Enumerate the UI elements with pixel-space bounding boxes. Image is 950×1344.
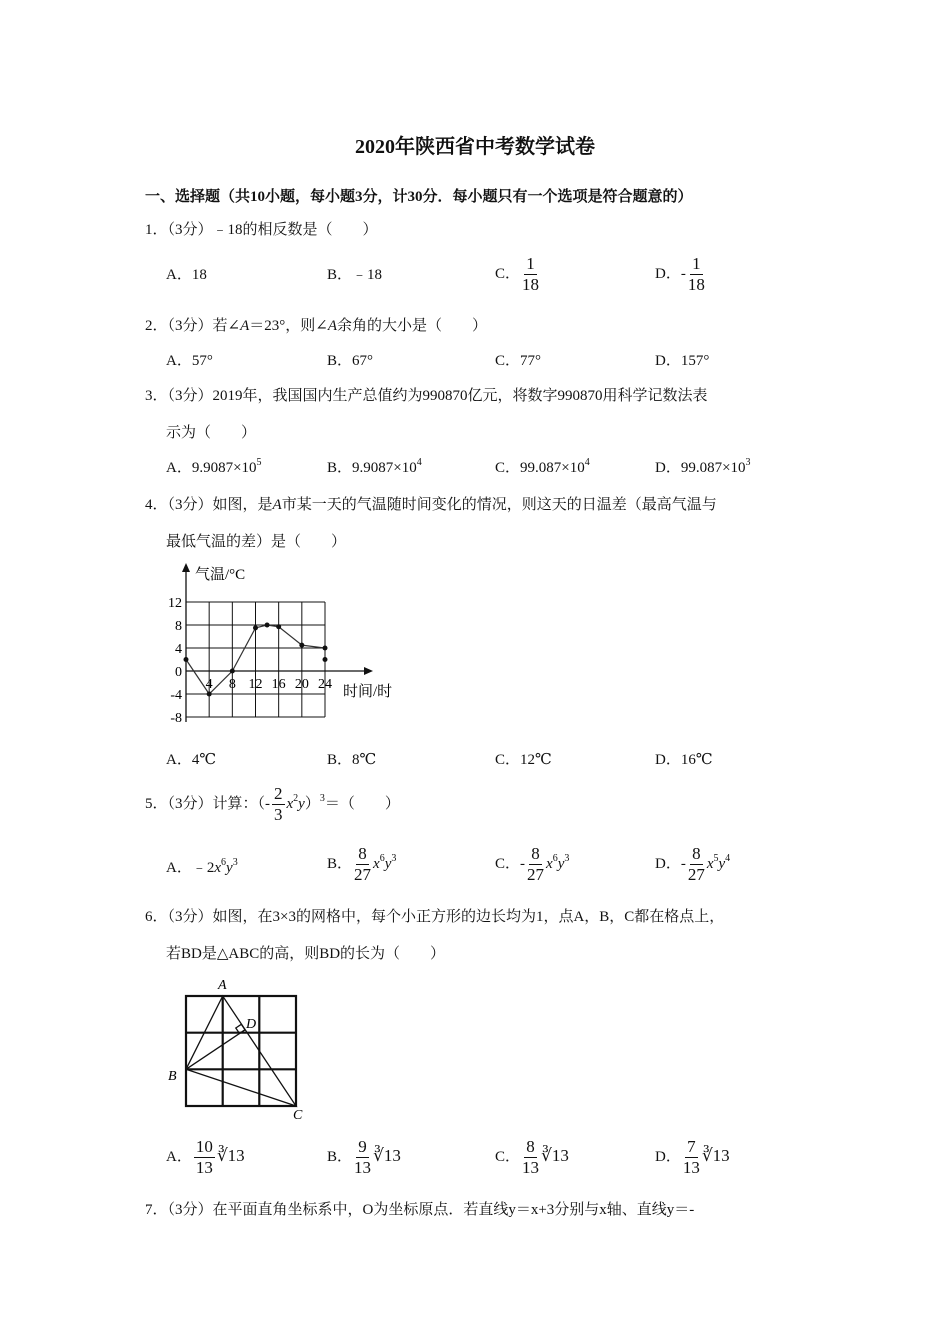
radical: ∛13 xyxy=(541,1145,569,1165)
text: B．9.9087×10 xyxy=(327,460,417,476)
y-tick-label: -8 xyxy=(170,711,182,726)
y-axis-arrow xyxy=(182,563,190,572)
denominator: 13 xyxy=(195,1158,213,1177)
denominator: 27 xyxy=(527,865,545,884)
q1-stem: 1．（3分）﹣18的相反数是（ ） xyxy=(145,222,378,238)
text: C．- xyxy=(495,855,526,872)
option-letter: D． xyxy=(655,1148,681,1165)
q4-option-d: D．16℃ xyxy=(655,752,713,768)
numerator: 8 xyxy=(526,1137,535,1156)
exponent: 6 xyxy=(379,852,385,864)
x-tick-label: 8 xyxy=(228,677,236,692)
q4-option-a: A．4℃ xyxy=(166,752,217,768)
triangle-abc xyxy=(186,996,296,1106)
q6-option-c xyxy=(495,1137,569,1178)
var: x xyxy=(546,855,553,872)
q2-option-a: A．57° xyxy=(166,353,213,369)
data-point xyxy=(184,657,189,662)
q4-option-c: C．12℃ xyxy=(495,752,552,768)
fraction xyxy=(354,1137,371,1178)
q4-stem-line2: 最低气温的差）是（ ） xyxy=(166,534,347,550)
q6-option-b xyxy=(327,1137,401,1178)
x-tick-label: 16 xyxy=(271,677,286,692)
numerator: 8 xyxy=(358,844,367,863)
y-tick-label: 0 xyxy=(175,665,182,680)
data-point xyxy=(253,625,258,630)
data-point xyxy=(323,646,328,651)
fraction xyxy=(194,1137,215,1178)
text: ＝23°，则∠ xyxy=(249,318,328,334)
y-tick-label: 4 xyxy=(175,642,182,657)
q2-option-b: B．67° xyxy=(327,353,374,369)
numerator: 9 xyxy=(358,1137,367,1156)
q2-option-d: D．157° xyxy=(655,353,710,369)
x-tick-label: 20 xyxy=(294,677,309,692)
label-d: D xyxy=(246,1017,257,1032)
option-letter: B． xyxy=(327,1148,353,1165)
triangle-grid-figure xyxy=(160,972,320,1122)
text: B． xyxy=(327,855,353,872)
var: y xyxy=(718,855,726,872)
y-tick-label: 12 xyxy=(168,596,182,611)
text: 2．（3分）若∠ xyxy=(145,318,241,334)
q3-stem-line2: 示为（ ） xyxy=(166,425,257,441)
data-point xyxy=(299,643,304,648)
text: ＝（ ） xyxy=(324,795,400,812)
exponent: 3 xyxy=(564,852,570,864)
var: y xyxy=(298,795,305,812)
var: x xyxy=(373,855,380,872)
q1-option-a: A．18 xyxy=(166,267,207,283)
text: 5．（3分）计算：（- xyxy=(145,795,270,812)
var: x xyxy=(286,795,294,812)
label-b: B xyxy=(168,1069,177,1084)
option-letter: C． xyxy=(495,265,521,282)
var: y xyxy=(226,860,233,876)
exponent: 3 xyxy=(391,852,397,864)
option-letter: A． xyxy=(166,1148,192,1165)
q5-option-d xyxy=(655,844,730,885)
text: ） xyxy=(304,795,320,812)
denominator: 3 xyxy=(274,805,283,824)
numerator: 1 xyxy=(692,254,701,273)
fraction xyxy=(688,844,705,885)
text: A．﹣2 xyxy=(166,860,215,876)
var: x xyxy=(706,855,714,872)
q4-option-b: B．8℃ xyxy=(327,752,377,768)
q5-option-a xyxy=(166,856,238,877)
x-tick-label: 24 xyxy=(318,677,332,692)
exponent: 4 xyxy=(725,852,731,864)
section-heading: 一、选择题（共10小题，每小题3分，计30分．每小题只有一个选项是符合题意的） xyxy=(145,189,693,205)
text: 4．（3分）如图，是 xyxy=(145,497,273,513)
q6-option-a xyxy=(166,1137,245,1178)
q5-stem xyxy=(145,784,400,825)
exponent: 5 xyxy=(713,852,719,864)
fraction xyxy=(527,844,544,885)
numerator: 1 xyxy=(526,254,535,273)
var: y xyxy=(384,855,392,872)
q3-stem-line1: 3．（3分）2019年，我国国内生产总值约为990870亿元，将数字990870用科学记数法表 xyxy=(145,388,708,404)
denominator: 13 xyxy=(354,1158,372,1177)
fraction xyxy=(522,1137,539,1178)
exponent: 3 xyxy=(319,792,325,804)
text: D．- xyxy=(655,855,686,872)
label-a: A xyxy=(218,978,227,993)
radical: ∛13 xyxy=(701,1145,730,1165)
x-tick-label: 4 xyxy=(205,677,213,692)
q6-stem-line2: 若BD是△ABC的高，则BD的长为（ ） xyxy=(166,946,446,962)
text: D．99.087×10 xyxy=(655,460,746,476)
exponent: 3 xyxy=(745,457,751,468)
data-point xyxy=(207,692,212,697)
q5-option-b xyxy=(327,844,396,885)
q1-option-b: B．﹣18 xyxy=(327,267,383,283)
var: y xyxy=(557,855,565,872)
radical: ∛13 xyxy=(216,1145,245,1165)
altitude-bd xyxy=(186,1030,245,1070)
y-tick-label: -4 xyxy=(170,688,182,703)
denominator: 13 xyxy=(522,1158,540,1177)
denominator: 27 xyxy=(354,865,372,884)
denominator: 18 xyxy=(687,275,705,294)
x-tick-label: 12 xyxy=(248,677,263,692)
fraction xyxy=(683,1137,700,1178)
var: x xyxy=(214,860,222,876)
option-letter: D．- xyxy=(655,265,686,282)
radical: ∛13 xyxy=(373,1145,401,1165)
q6-stem-line1: 6．（3分）如图，在3×3的网格中，每个小正方形的边长均为1，点A，B，C都在格点上， xyxy=(145,909,725,925)
numerator: 8 xyxy=(531,844,540,863)
text: A．9.9087×10 xyxy=(166,460,257,476)
numerator: 7 xyxy=(687,1137,696,1156)
q2-option-c: C．77° xyxy=(495,353,542,369)
q6-option-d xyxy=(655,1137,730,1178)
exponent: 6 xyxy=(552,852,558,864)
x-axis-arrow xyxy=(364,667,373,675)
numerator: 8 xyxy=(692,844,701,863)
exponent: 5 xyxy=(256,457,262,468)
numerator: 10 xyxy=(195,1137,213,1156)
text: C．99.087×10 xyxy=(495,460,585,476)
var: A xyxy=(240,318,250,334)
var: A xyxy=(272,497,282,513)
grid-border xyxy=(186,996,296,1106)
exponent: 4 xyxy=(416,457,422,468)
exponent: 3 xyxy=(232,857,238,868)
q7-stem: 7．（3分）在平面直角坐标系中，O为坐标原点．若直线y＝x+3分别与x轴、直线y＝- xyxy=(145,1202,695,1218)
denominator: 27 xyxy=(687,865,705,884)
var: A xyxy=(327,318,337,334)
label-c: C xyxy=(293,1108,303,1122)
q5-option-c xyxy=(495,844,569,885)
data-point xyxy=(265,623,270,628)
option-letter: C． xyxy=(495,1148,521,1165)
exponent: 6 xyxy=(221,857,227,868)
text: 市某一天的气温随时间变化的情况，则这天的日温差（最高气温与 xyxy=(281,497,717,513)
page-title: 2020年陕西省中考数学试卷 xyxy=(355,136,595,158)
text: 余角的大小是（ ） xyxy=(337,318,488,334)
data-point xyxy=(276,624,281,629)
numerator: 2 xyxy=(274,784,283,803)
data-point xyxy=(230,669,235,674)
denominator: 18 xyxy=(522,275,540,294)
data-point xyxy=(323,657,328,662)
exponent: 2 xyxy=(293,792,299,804)
y-tick-label: 8 xyxy=(175,619,182,634)
exponent: 4 xyxy=(584,457,590,468)
denominator: 13 xyxy=(682,1158,700,1177)
y-axis-label: 气温/°C xyxy=(195,567,246,583)
fraction xyxy=(272,784,285,825)
fraction xyxy=(354,844,371,885)
x-axis-label: 时间/时 xyxy=(343,684,393,700)
